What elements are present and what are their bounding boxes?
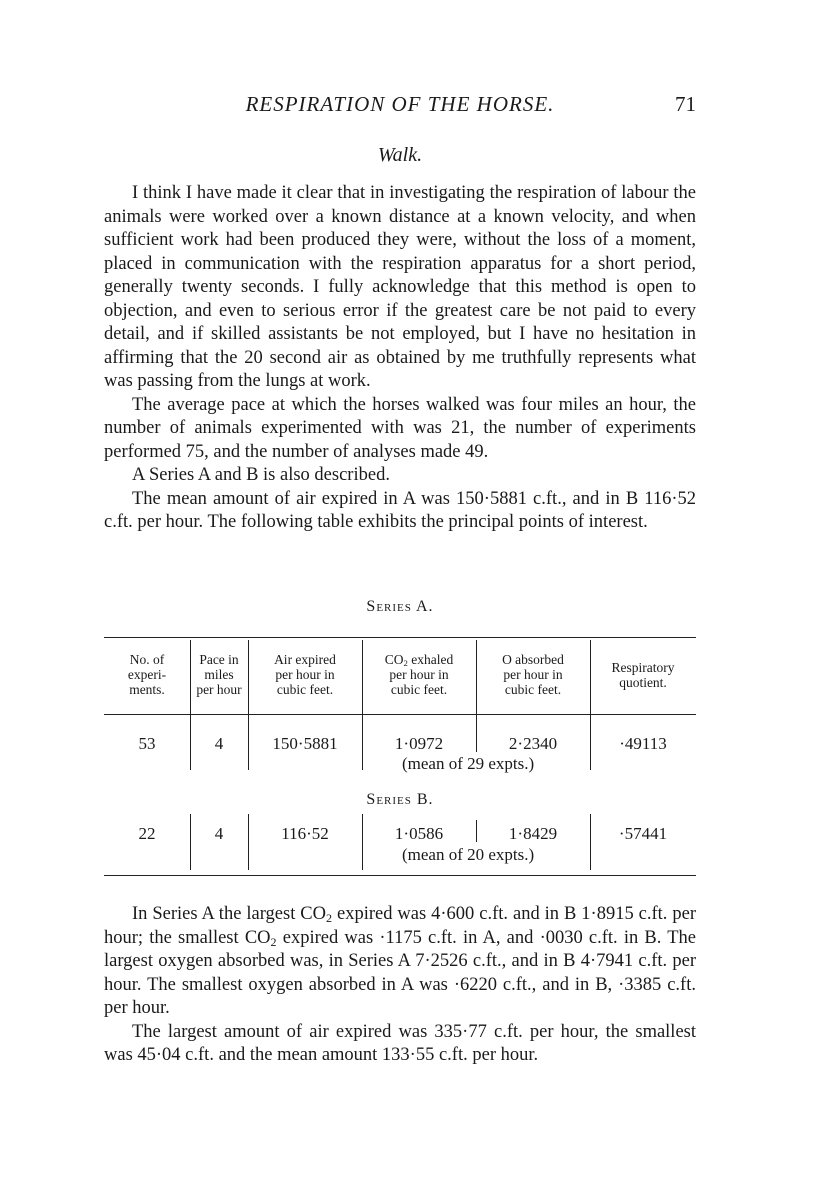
header-respiratory-quotient: Respiratory quotient. xyxy=(611,660,675,690)
cell-co2-exhaled: 1·0586 xyxy=(394,824,444,843)
header-experiments: No. of experi- ments. xyxy=(127,652,167,697)
paragraph: The largest amount of air expired was 335·77 c.ft. per hour, the smallest was 45·04 c.ft. and the mean amount 133·55 c.ft. per hour. xyxy=(104,1021,696,1065)
paragraph: In Series A the largest $CO_2$ expired was 4·600 c.ft. and in B 1·8915 c.ft. per hour; the smallest $CO_2$ expired was ·1175 c.ft. in A, and ·0030 c.ft. in B. The largest oxygen absorbed was, in Series A 7·2526 c.ft., and in B 4·7941 c.ft. per hour. The smallest oxygen absorbed in A was ·6220 c.ft., and in B, ·3385 c.ft. per hour. xyxy=(104,904,697,1018)
section-heading: Walk. xyxy=(377,144,423,166)
intro-text xyxy=(104,182,696,535)
cell-o-absorbed: 2·2340 xyxy=(508,734,558,753)
header-o-absorbed: O absorbed per hour in cubic feet. xyxy=(502,652,564,697)
paragraph: The mean amount of air expired in A was 150·5881 c.ft., and in B 116·52 c.ft. per hour. The following table exhibits the principal points of interest. xyxy=(104,488,696,532)
cell-air-expired: 116·52 xyxy=(281,824,329,843)
table-top-rule xyxy=(104,637,696,638)
page-header xyxy=(104,92,696,120)
cell-experiments: 22 xyxy=(138,824,156,843)
cell-respiratory-quotient: ·49113 xyxy=(619,734,667,753)
page-number: 71 xyxy=(675,92,696,116)
header-pace: Pace in miles per hour xyxy=(196,652,242,697)
header-air-expired: Air expired per hour in cubic feet. xyxy=(274,652,336,697)
paragraph: A Series A and B is also described. xyxy=(132,465,390,485)
paragraph: I think I have made it clear that in investigating the respiration of labour the animals were worked over a known distance at a known velocity, and when sufficient work had been produced they were, without the loss of a moment, placed in communication with the respiration apparatus for a short period, generally twenty seconds. I fully acknowledge that this method is open to objection, and even to serious error if the greatest care be not paid to every detail, and if skilled assistants be not employed, but I have no hesitation in affirming that the 20 second air as obtained by me truthfully represents what was passing from the lungs at work. xyxy=(104,183,696,391)
mean-note: (mean of 20 expts.) xyxy=(402,845,535,864)
series-a-label: Series A. xyxy=(366,598,434,615)
table-bottom-rule xyxy=(104,875,696,876)
cell-co2-exhaled: 1·0972 xyxy=(394,734,444,753)
cell-pace: 4 xyxy=(214,824,224,843)
cell-experiments: 53 xyxy=(138,734,156,753)
cell-respiratory-quotient: ·57441 xyxy=(618,824,668,843)
mean-note: (mean of 29 expts.) xyxy=(402,754,535,773)
header-co2-exhaled: $CO_2$ exhaled per hour in cubic feet. xyxy=(384,652,454,697)
series-b-label: Series B. xyxy=(366,791,434,808)
cell-pace: 4 xyxy=(214,734,224,753)
header-rule xyxy=(104,714,696,715)
closing-text xyxy=(104,903,696,1068)
cell-air-expired: 150·5881 xyxy=(272,734,338,753)
cell-o-absorbed: 1·8429 xyxy=(508,824,558,843)
running-title: RESPIRATION OF THE HORSE. xyxy=(245,92,555,116)
paragraph: The average pace at which the horses walked was four miles an hour, the number of animals experimented with was 21, the number of experiments performed 75, and the number of analyses made 49. xyxy=(104,394,696,462)
